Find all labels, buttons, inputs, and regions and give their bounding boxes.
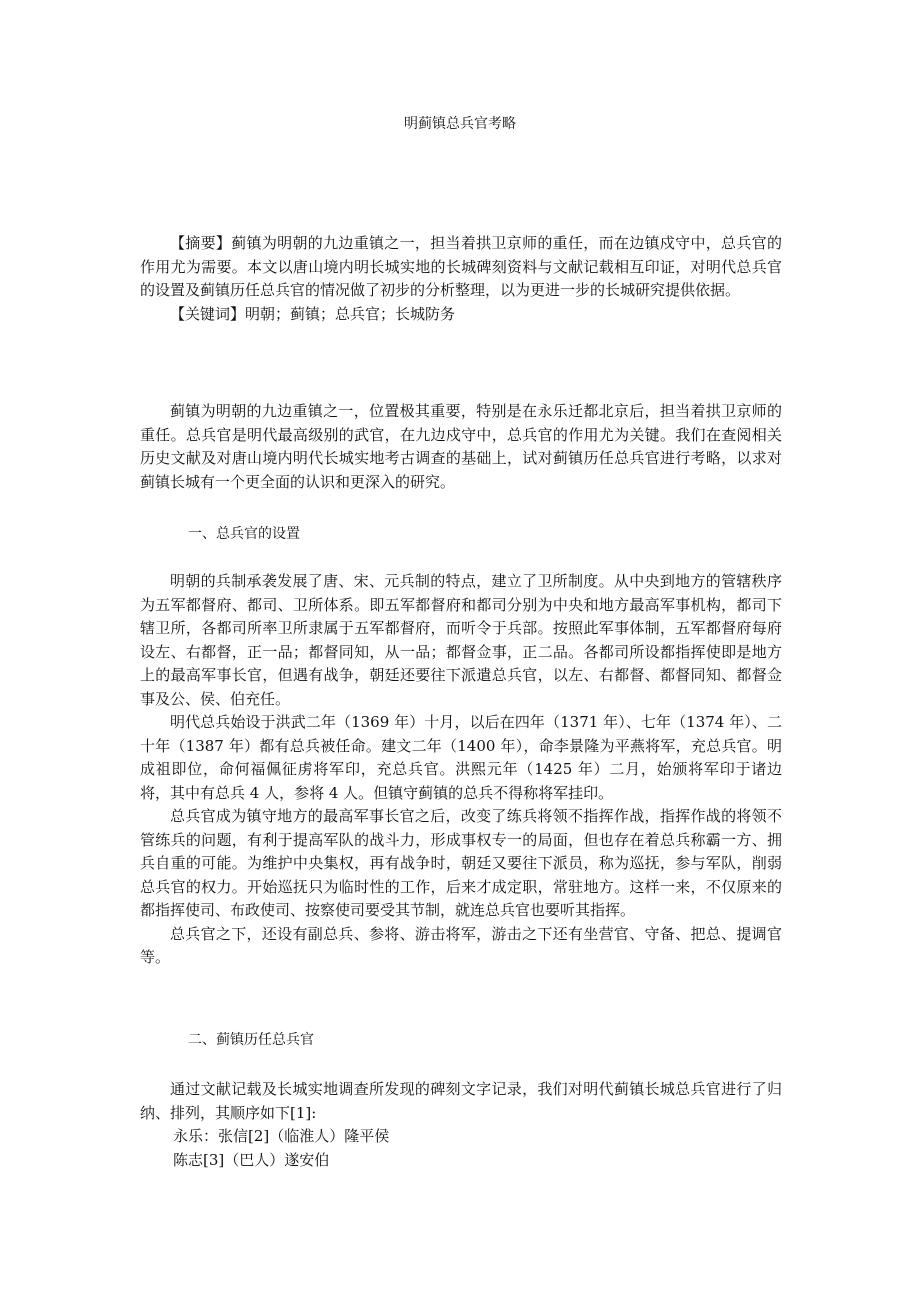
section1-paragraph-4: 总兵官之下，还设有副总兵、参将、游击将军，游击之下还有坐营官、守备、把总、提调官等。 <box>140 924 782 966</box>
keywords-paragraph <box>140 303 782 327</box>
intro-paragraph: 蓟镇为明朝的九边重镇之一，位置极其重要，特别是在永乐迁都北京后，担当着拱卫京师的重任。总兵官是明代最高级别的武官，在九边戍守中，总兵官的作用尤为关键。我们在查阅相关历史文献及对唐山境内明代长城实地考古调查的基础上，试对蓟镇历任总兵官进行考略，以求对蓟镇长城有一个更全面的认识和更深入的研究。 <box>140 402 782 491</box>
keywords-text: 明朝；蓟镇；总兵官；长城防务 <box>245 304 456 323</box>
section2-body <box>140 1078 782 1172</box>
document-title: 明蓟镇总兵官考略 <box>404 116 516 132</box>
section1-body <box>140 570 782 970</box>
abstract-block <box>140 232 782 326</box>
section1-paragraph-1: 明朝的兵制承袭发展了唐、宋、元兵制的特点，建立了卫所制度。从中央到地方的管辖秩序为五军都督府、都司、卫所体系。即五军都督府和都司分别为中央和地方最高军事机构，都司下辖卫所，各都司所率卫所隶属于五军都督府，而听令于兵部。按照此军事体制，五军都督府每府设左、右都督，正一品；都督同知，从一品；都督佥事，正二品。各都司所设都指挥使即是地方上的最高军事长官，但遇有战争，朝廷还要往下派遣总兵官，以左、右都督、都督同知、都督佥事及公、侯、伯充任。 <box>140 572 782 708</box>
section2-heading: 二、蓟镇历任总兵官 <box>188 1032 314 1048</box>
list-item: 陈志[3]（巴人）遂安伯 <box>173 1150 330 1169</box>
abstract-label: 【摘要】 <box>170 234 232 252</box>
intro-block <box>140 400 782 494</box>
section1-paragraph-2: 明代总兵始设于洪武二年（1369 年）十月，以后在四年（1371 年）、七年（1374 年）、二十年（1387 年）都有总兵被任命。建文二年（1400 年），命李景隆为平燕将军，充总兵官。明成祖即位，命何福佩征虏将军印，充总兵官。洪熙元年（1425 年）二月，始颁将军印于诸边将，其中有总兵 4 人，参将 4 人。但镇守蓟镇的总兵不得称将军挂印。 <box>140 713 782 802</box>
section1-paragraph-3: 总兵官成为镇守地方的最高军事长官之后，改变了练兵将领不指挥作战，指挥作战的将领不管练兵的问题，有利于提高军队的战斗力，形成事权专一的局面，但也存在着总兵称霸一方、拥兵自重的可能。为维护中央集权，再有战争时，朝廷又要往下派员，称为巡抚，参与军队，削弱总兵官的权力。开始巡抚只为临时性的工作，后来才成定职，常驻地方。这样一来，不仅原来的都指挥使司、布政使司、按察使司要受其节制，就连总兵官也要听其指挥。 <box>140 807 782 919</box>
abstract-text: 蓟镇为明朝的九边重镇之一，担当着拱卫京师的重任，而在边镇戍守中，总兵官的作用尤为需要。本文以唐山境内明长城实地的长城碑刻资料与文献记载相互印证，对明代总兵官的设置及蓟镇历任总兵官的情况做了初步的分析整理，以为更进一步的长城研究提供依据。 <box>140 234 782 299</box>
abstract-paragraph <box>140 232 782 303</box>
section1-heading: 一、总兵官的设置 <box>188 526 300 542</box>
keywords-label: 【关键词】 <box>170 304 246 323</box>
list-item: 永乐：张信[2]（临淮人）隆平侯 <box>173 1127 390 1145</box>
section2-paragraph: 通过文献记载及长城实地调查所发现的碑刻文字记录，我们对明代蓟镇长城总兵官进行了归纳、排列，其顺序如下[1]: <box>140 1080 782 1122</box>
